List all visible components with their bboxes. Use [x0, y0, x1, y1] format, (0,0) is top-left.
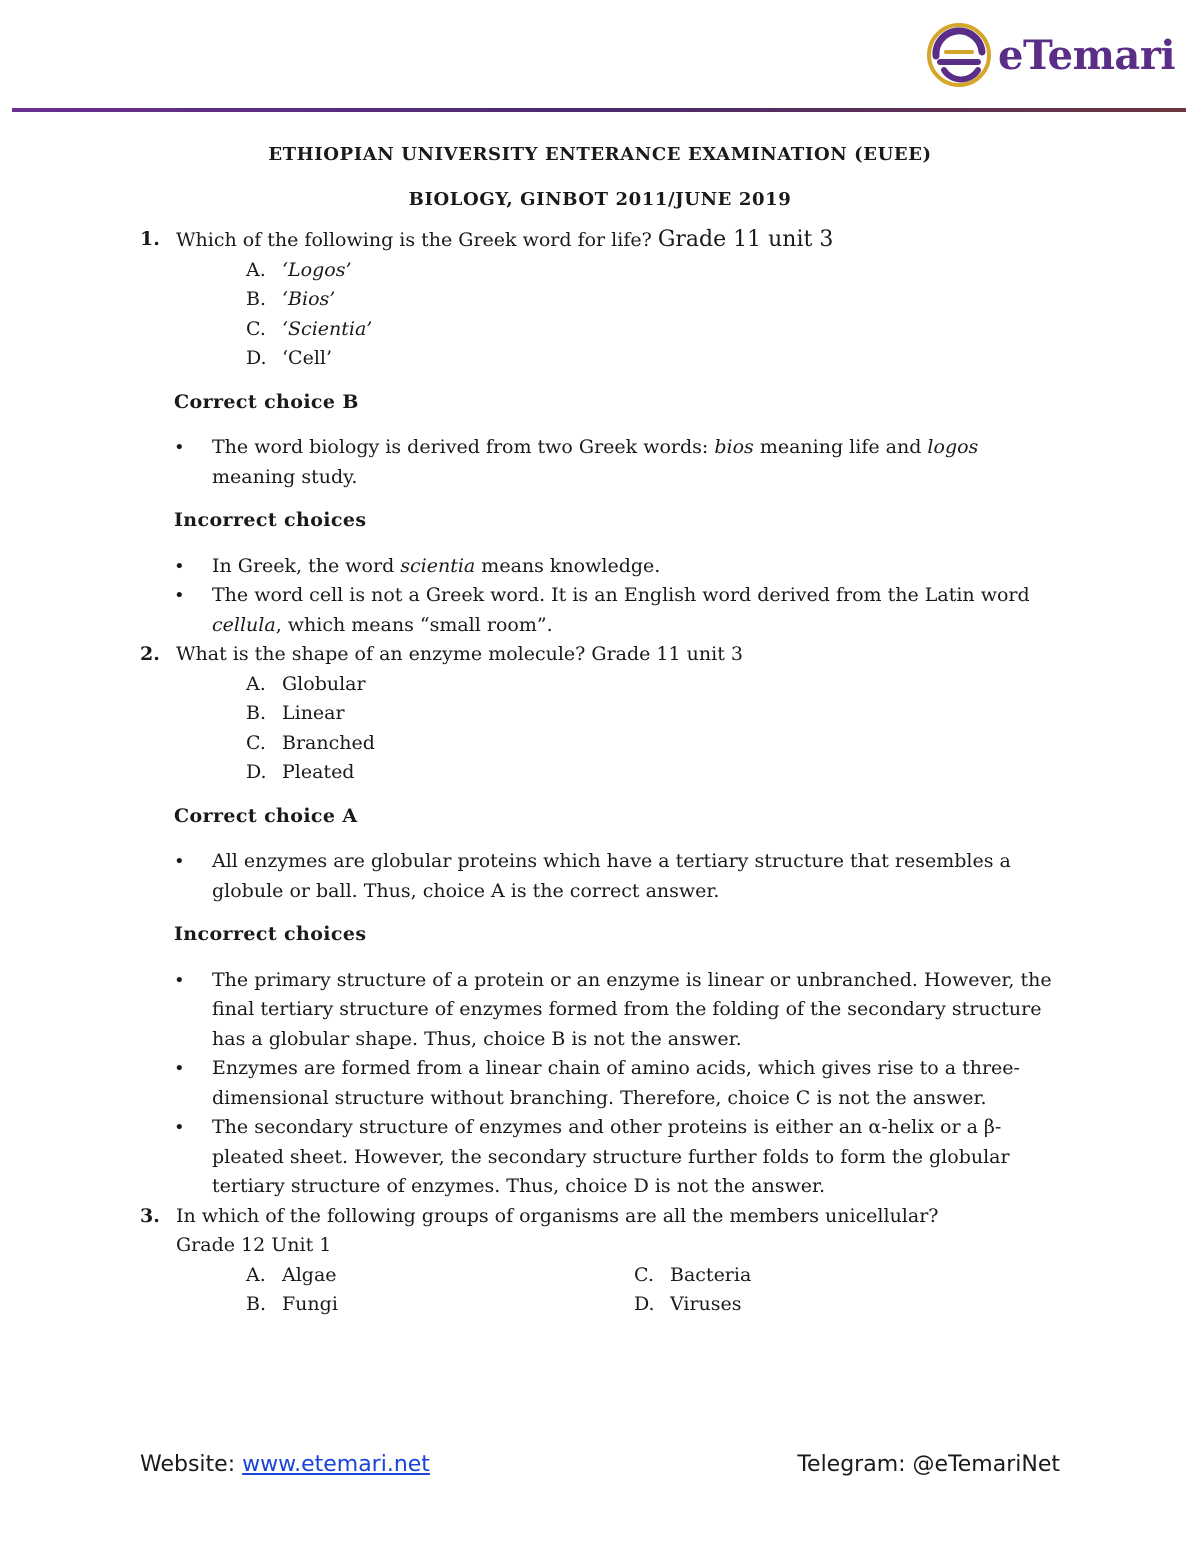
option: C. Branched	[246, 731, 375, 754]
answer-options	[246, 670, 1060, 788]
list-item: • All enzymes are globular proteins which have a tertiary structure that resembles a globule or ball. Thus, choice A is the correct answer.	[174, 847, 1060, 906]
header-divider	[12, 108, 1186, 112]
question-text: Which of the following is the Greek word for life?	[176, 229, 652, 251]
etemari-logo-icon	[926, 22, 992, 88]
question-3	[140, 1202, 1060, 1261]
question-text: In which of the following groups of organisms are all the members unicellular?	[176, 1204, 939, 1227]
explanation-list	[174, 966, 1060, 1202]
option: C. ‘Scientia’	[246, 317, 373, 340]
option: D. ‘Cell’	[246, 347, 333, 369]
list-item: • The secondary structure of enzymes and other proteins is either an α-helix or a β-pleated sheet. However, the secondary structure further folds to form the globular tertiary structure of enzymes. Thus, choice D is not the answer.	[174, 1113, 1060, 1202]
list-item: • The primary structure of a protein or an enzyme is linear or unbranched. However, the final tertiary structure of enzymes formed from the folding of the secondary structure has a globular shape. Thus, choice B is not the answer.	[174, 966, 1060, 1055]
incorrect-choices-heading: Incorrect choices	[174, 509, 367, 531]
answer-options	[246, 1261, 1060, 1320]
option: B. ‘Bios’	[246, 288, 336, 310]
option: B. Linear	[246, 702, 345, 724]
page-footer	[140, 1452, 1060, 1477]
explanation-list	[174, 433, 1060, 492]
telegram-info: Telegram: @eTemariNet	[797, 1452, 1060, 1477]
website-link[interactable]: www.etemari.net	[242, 1452, 430, 1477]
exam-title: ETHIOPIAN UNIVERSITY ENTERANCE EXAMINATION (EUEE)	[268, 144, 932, 165]
option: A. Algae	[246, 1263, 337, 1286]
option: A. ‘Logos’	[246, 258, 352, 281]
explanation-list	[174, 847, 1060, 906]
grade-label: Grade 12 Unit 1	[176, 1234, 332, 1256]
correct-choice-heading: Correct choice A	[174, 804, 358, 827]
website-label: Website:	[140, 1452, 243, 1477]
document-body	[140, 140, 1060, 1320]
question-number: 2.	[140, 643, 160, 665]
logo-text: eTemari	[998, 31, 1176, 79]
question-text: What is the shape of an enzyme molecule? Grade 11 unit 3	[176, 643, 743, 665]
question-1	[140, 225, 1060, 256]
correct-choice-heading: Correct choice B	[174, 390, 359, 413]
list-item: • The word cell is not a Greek word. It is an English word derived from the Latin word cellula, which means “small room”.	[174, 581, 1060, 640]
answer-options	[246, 256, 1060, 374]
incorrect-choices-heading: Incorrect choices	[174, 923, 367, 945]
option: A. Globular	[246, 672, 366, 695]
question-number: 3.	[140, 1204, 160, 1227]
list-item: • In Greek, the word scientia means knowledge.	[174, 552, 1060, 582]
list-item: • The word biology is derived from two Greek words: bios meaning life and logos meaning study.	[174, 433, 1060, 492]
page-header	[0, 0, 1200, 120]
question-number: 1.	[140, 228, 160, 250]
list-item: • Enzymes are formed from a linear chain of amino acids, which gives rise to a three-dimensional structure without branching. Therefore, choice C is not the answer.	[174, 1054, 1060, 1113]
option: D. Pleated	[246, 761, 355, 783]
explanation-list	[174, 552, 1060, 641]
option: D. Viruses	[634, 1293, 742, 1315]
website-info	[140, 1452, 430, 1477]
option: B. Fungi	[246, 1293, 338, 1315]
etemari-logo	[926, 22, 1175, 88]
question-2	[140, 640, 1060, 670]
exam-subtitle: BIOLOGY, GINBOT 2011/JUNE 2019	[408, 188, 792, 210]
grade-label: Grade 11 unit 3	[657, 227, 834, 252]
option: C. Bacteria	[634, 1263, 752, 1286]
